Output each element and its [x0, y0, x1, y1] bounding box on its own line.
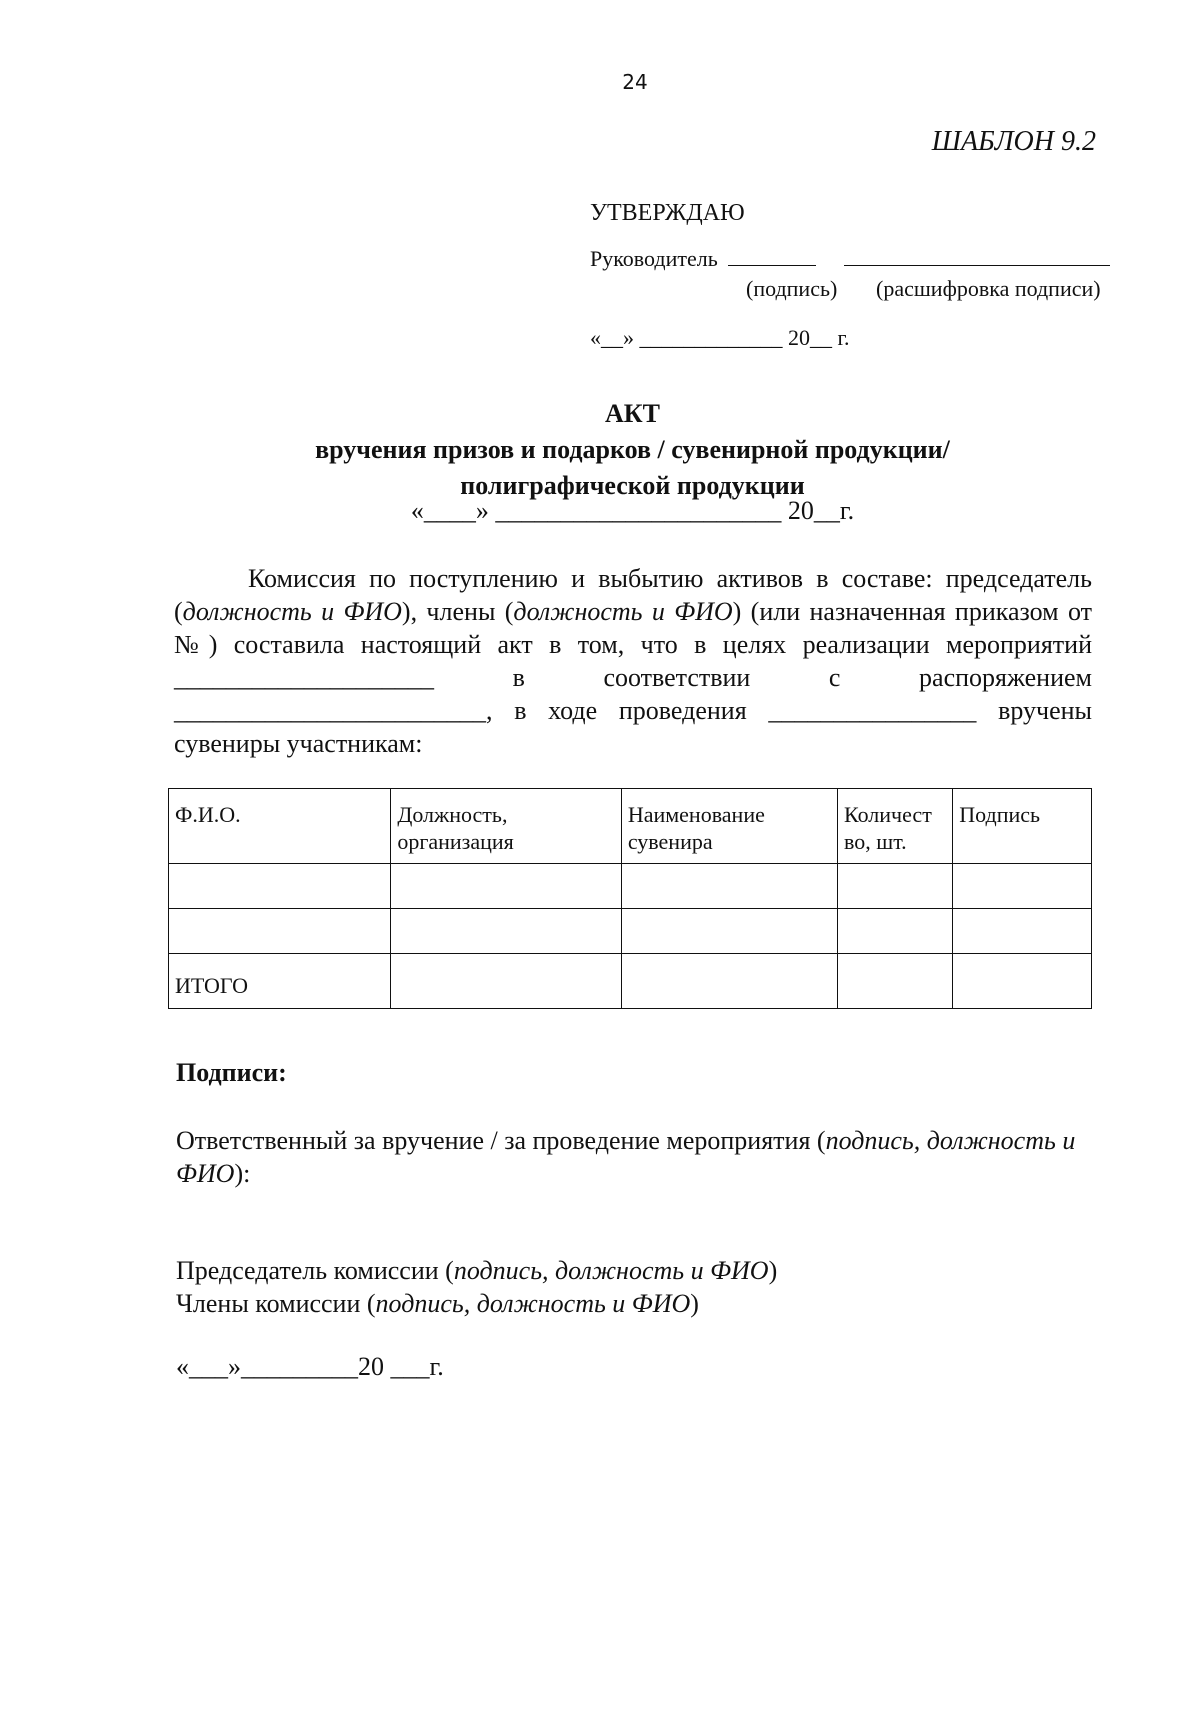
- act-body: [174, 562, 1092, 760]
- approve-date: «__» _____________ 20__ г.: [590, 325, 850, 350]
- body-italic-part: должность и ФИО: [182, 597, 402, 626]
- table-row: [169, 909, 1092, 954]
- template-label: ШАБЛОН 9.2: [931, 126, 1096, 157]
- act-subtitle-line2: полиграфической продукции: [460, 471, 805, 500]
- final-date: «___»_________20 ___г.: [176, 1352, 444, 1381]
- sig-text: ): [768, 1256, 778, 1285]
- sig-italic: подпись, должность и ФИО: [375, 1289, 691, 1318]
- table-cell[interactable]: [621, 864, 837, 909]
- body-italic-part: должность и ФИО: [513, 597, 733, 626]
- body-text-part: ), члены (: [401, 597, 514, 626]
- table-cell[interactable]: [391, 909, 621, 954]
- table-cell[interactable]: [391, 954, 621, 1009]
- body-paragraph: [174, 562, 1092, 760]
- signature-blank: [728, 247, 816, 266]
- header-fio: Ф.И.О.: [169, 789, 391, 864]
- table-cell[interactable]: [838, 954, 953, 1009]
- responsible-signature: [176, 1124, 1076, 1190]
- header-souvenir: Наименование сувенира: [621, 789, 837, 864]
- total-label: ИТОГО: [169, 954, 391, 1009]
- act-subtitle-line1: вручения призов и подарков / сувенирной продукции/: [315, 435, 950, 464]
- act-title: АКТ: [605, 399, 660, 428]
- sig-italic: подпись, должность и ФИО: [453, 1256, 769, 1285]
- table-cell[interactable]: [953, 909, 1092, 954]
- table-cell[interactable]: [621, 954, 837, 1009]
- signature-hint: (подпись): [746, 276, 838, 301]
- sig-text: Председатель комиссии (: [176, 1256, 454, 1285]
- body-text-part: Комиссия по поступлению и выбытию активов в составе: председатель (: [174, 564, 1092, 626]
- sig-text: ):: [234, 1159, 251, 1188]
- page-number: 24: [622, 70, 648, 94]
- sig-text: Члены комиссии (: [176, 1289, 376, 1318]
- members-signature: [176, 1287, 777, 1320]
- act-date: «____» ______________________ 20__г.: [410, 496, 855, 525]
- table-cell[interactable]: [953, 864, 1092, 909]
- table-header-row: [169, 789, 1092, 864]
- awards-table: [168, 788, 1092, 1009]
- table-cell[interactable]: [621, 909, 837, 954]
- commission-signatures: [176, 1254, 777, 1320]
- signatures-title: Подписи:: [176, 1058, 287, 1087]
- approve-role-line: [590, 246, 1110, 272]
- sig-text: Ответственный за вручение / за проведение мероприятия (: [176, 1126, 826, 1155]
- table-row: [169, 864, 1092, 909]
- table-cell[interactable]: [169, 864, 391, 909]
- header-quantity: Количест во, шт.: [838, 789, 953, 864]
- approve-title: УТВЕРЖДАЮ: [590, 200, 745, 226]
- act-title-block: [150, 396, 1115, 504]
- sig-italic: подпись, должность и ФИО: [176, 1126, 1076, 1188]
- table-cell[interactable]: [838, 909, 953, 954]
- table-cell[interactable]: [169, 909, 391, 954]
- header-signature: Подпись: [953, 789, 1092, 864]
- signature-decode-blank: [844, 247, 1110, 266]
- decode-hint: (расшифровка подписи): [876, 276, 1101, 301]
- body-text-part: ) (или назначенная приказом от №) составила настоящий акт в том, что в целях реализации мероприятий ____________________ в соответствии с распоряжением ________________________, в ходе проведения ________________ вручены сувениры участникам:: [174, 597, 1092, 758]
- table-cell[interactable]: [838, 864, 953, 909]
- approve-role: Руководитель: [590, 246, 718, 271]
- table-total-row: [169, 954, 1092, 1009]
- header-position: Должность, организация: [391, 789, 621, 864]
- chair-signature: [176, 1254, 777, 1287]
- sig-text: ): [690, 1289, 699, 1318]
- table-cell[interactable]: [391, 864, 621, 909]
- table-cell[interactable]: [953, 954, 1092, 1009]
